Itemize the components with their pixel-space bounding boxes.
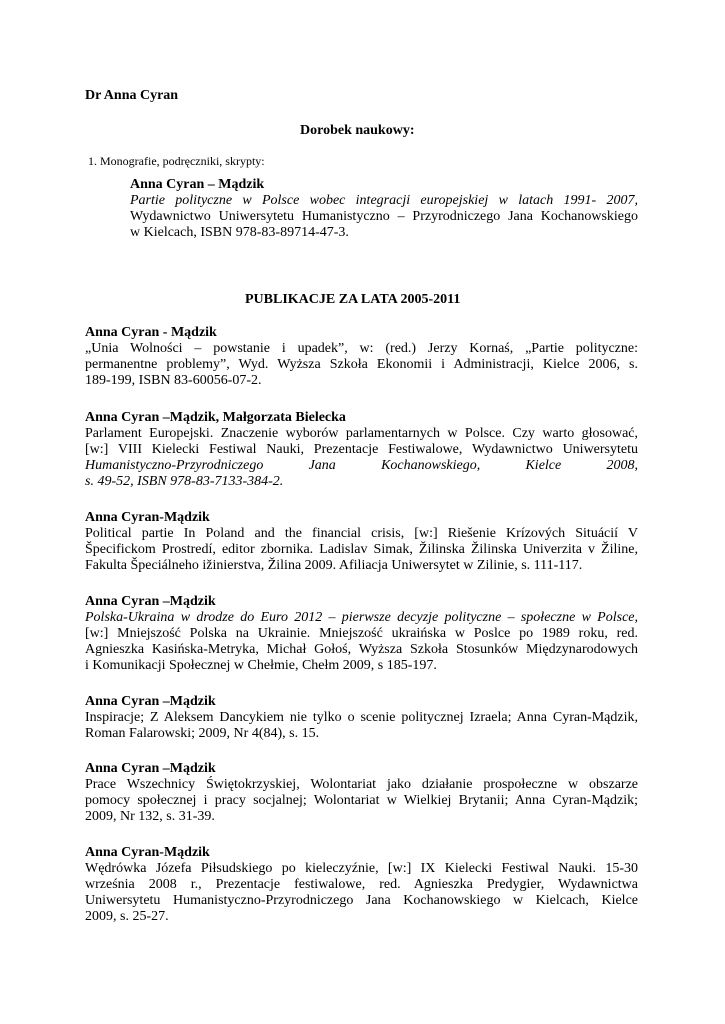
author-name: Dr Anna Cyran bbox=[85, 88, 179, 103]
publication-line: [w:] Mniejszość Polska na Ukrainie. Mniejszość ukraińska w Poslce po 1989 roku, red. bbox=[85, 626, 638, 641]
publication-line: Špecifickom Prostredí, editor zbornika. Ladislav Simak, Žilinska Žilinska Univerzita v Žiline, bbox=[85, 542, 638, 557]
monograph-entry bbox=[130, 177, 638, 241]
publication-author: Anna Cyran-Mądzik bbox=[85, 510, 210, 525]
publication-entry bbox=[85, 510, 638, 574]
publication-line: pomocy społecznej i pracy socjalnej; Wolontariat w Wielkiej Brytanii; Anna Cyran-Mądzik; bbox=[85, 793, 638, 808]
publication-line: Humanistyczno-Przyrodniczego Jana Kochanowskiego, Kielce 2008, bbox=[85, 458, 638, 473]
publication-author: Anna Cyran –Mądzik bbox=[85, 761, 216, 776]
publication-entry bbox=[85, 325, 638, 389]
publication-author: Anna Cyran - Mądzik bbox=[85, 325, 217, 340]
publication-line: [w:] VIII Kielecki Festiwal Nauki, Prezentacje Festiwalowe, Wydawnictwo Uniwersytetu bbox=[85, 442, 638, 457]
publication-line: Roman Falarowski; 2009, Nr 4(84), s. 15. bbox=[85, 726, 320, 741]
publication-entry bbox=[85, 410, 638, 490]
publication-line: Agnieszka Kasińska-Metryka, Michał Gołoś, Wyższa Szkoła Stosunków Międzynarodowych bbox=[85, 642, 638, 657]
publication-entry bbox=[85, 845, 638, 925]
monograph-line: Partie polityczne w Polsce wobec integracji europejskiej w latach 1991- 2007, bbox=[130, 193, 638, 208]
publication-line: s. 49-52, ISBN 978-83-7133-384-2. bbox=[85, 474, 284, 489]
publication-line: Political partie In Poland and the financial crisis, [w:] Riešenie Krízových Situácií V bbox=[85, 526, 638, 541]
publication-line: „Unia Wolności – powstanie i upadek”, w: (red.) Jerzy Kornaś, „Partie polityczne: bbox=[85, 341, 638, 356]
publication-entry bbox=[85, 761, 638, 825]
section-title: Dorobek naukowy: bbox=[300, 123, 415, 138]
publication-entry bbox=[85, 594, 638, 674]
publication-line: permanentne problemy”, Wyd. Wyższa Szkoła Ekonomii i Administracji, Kielce 2006, s. bbox=[85, 357, 638, 372]
publication-entry bbox=[85, 694, 638, 742]
publication-line: września 2008 r., Prezentacje festiwalowe, red. Agnieszka Predygier, Wydawnictwa bbox=[85, 877, 638, 892]
publication-line: i Komunikacji Społecznej w Chełmie, Chełm 2009, s 185-197. bbox=[85, 658, 437, 673]
monograph-author: Anna Cyran – Mądzik bbox=[130, 177, 265, 192]
monograph-line: w Kielcach, ISBN 978-83-89714-47-3. bbox=[130, 225, 349, 240]
monograph-line: Wydawnictwo Uniwersytetu Humanistyczno – Przyrodniczego Jana Kochanowskiego bbox=[130, 209, 638, 224]
publication-line: 2009, s. 25-27. bbox=[85, 909, 169, 924]
publication-line: Parlament Europejski. Znaczenie wyborów parlamentarnych w Polsce. Czy warto głosować, bbox=[85, 426, 638, 441]
publication-line: Polska-Ukraina w drodze do Euro 2012 – pierwsze decyzje polityczne – społeczne w Polsce, bbox=[85, 610, 638, 625]
publication-line: 2009, Nr 132, s. 31-39. bbox=[85, 809, 215, 824]
publication-line: Prace Wszechnicy Świętokrzyskiej, Wolontariat jako działanie prospołeczne w obszarze bbox=[85, 777, 638, 792]
publication-line: Inspiracje; Z Aleksem Dancykiem nie tylko o scenie politycznej Izraela; Anna Cyran-Mądzik, bbox=[85, 710, 638, 725]
publication-author: Anna Cyran –Mądzik bbox=[85, 694, 216, 709]
publications-heading: PUBLIKACJE ZA LATA 2005-2011 bbox=[245, 292, 461, 307]
publication-line: Uniwersytetu Humanistyczno-Przyrodniczego Jana Kochanowskiego w Kielcach, Kielce bbox=[85, 893, 638, 908]
publication-author: Anna Cyran-Mądzik bbox=[85, 845, 210, 860]
publication-line: 189-199, ISBN 83-60056-07-2. bbox=[85, 373, 262, 388]
publication-author: Anna Cyran –Mądzik, Małgorzata Bielecka bbox=[85, 410, 346, 425]
publication-line: Fakulta Špeciálneho ižinierstva, Žilina 2009. Afiliacja Uniwersytet w Zilinie, s. 111-117. bbox=[85, 558, 583, 573]
publication-author: Anna Cyran –Mądzik bbox=[85, 594, 216, 609]
publication-line: Wędrówka Józefa Piłsudskiego po kieleczyźnie, [w:] IX Kielecki Festiwal Nauki. 15-30 bbox=[85, 861, 638, 876]
list-item-monographs: 1. Monografie, podręczniki, skrypty: bbox=[88, 154, 265, 168]
